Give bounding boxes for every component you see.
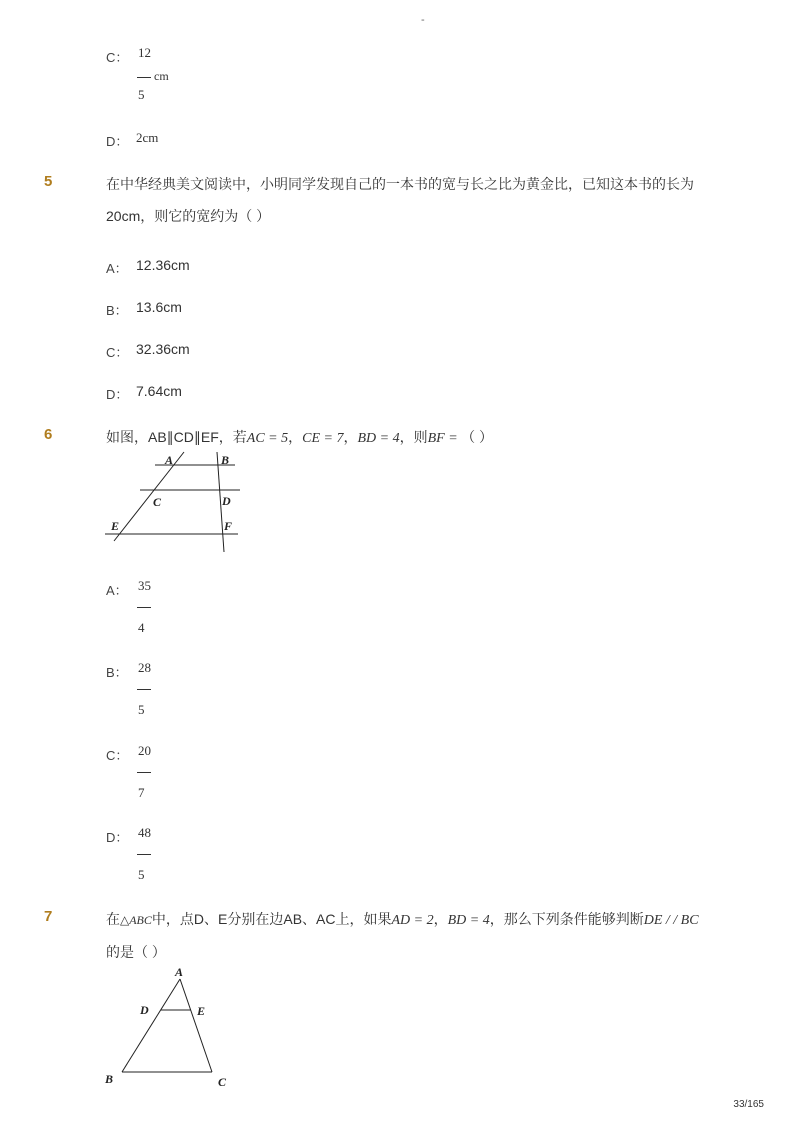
math-expression: AC = 5 <box>246 431 289 446</box>
figure-label: E <box>197 1004 206 1018</box>
option-label: C： <box>106 345 129 360</box>
question-text-line2: 的是（ ） <box>106 944 166 960</box>
question-text <box>106 427 493 447</box>
question-text-part: ，那么下列条件能够判断 <box>489 911 644 927</box>
question-number: 5 <box>44 173 53 190</box>
fraction <box>137 660 167 720</box>
fraction-numerator: 35 <box>138 578 151 593</box>
fraction-bar <box>137 772 151 773</box>
figure-label: D <box>222 494 231 508</box>
question-number: 6 <box>44 426 53 443</box>
question-text <box>106 909 699 929</box>
parallel-lines-figure <box>100 448 245 558</box>
figure-label: E <box>111 519 120 533</box>
figure-label: C <box>218 1075 227 1089</box>
math-expression: AD = 2 <box>391 913 434 928</box>
fraction-denominator: 5 <box>138 867 145 882</box>
option-label: A： <box>106 261 128 276</box>
option-label: D： <box>106 830 129 845</box>
option-text: 2cm <box>136 130 159 145</box>
fraction <box>137 45 187 105</box>
question-text-line2: 20cm，则它的宽约为（ ） <box>106 208 271 224</box>
separator: ， <box>288 429 303 445</box>
fraction-bar <box>137 77 151 78</box>
separator: ， <box>433 911 448 927</box>
fraction-numerator: 20 <box>138 743 151 758</box>
math-expression: BD = 4 <box>447 913 490 928</box>
fraction <box>137 578 167 638</box>
option-label: B： <box>106 665 128 680</box>
figure-label: A <box>175 965 184 979</box>
option-label: C： <box>106 50 129 65</box>
option-label: B： <box>106 303 128 318</box>
fraction-denominator: 4 <box>138 620 145 635</box>
math-expression: BD = 4 <box>357 431 400 446</box>
fraction-numerator: 48 <box>138 825 151 840</box>
figure-label: A <box>165 453 174 467</box>
option-label: D： <box>106 134 129 149</box>
question-text-line1: 在中华经典美文阅读中，小明同学发现自己的一本书的宽与长之比为黄金比，已知这本书的长为 <box>106 176 694 192</box>
option-text: 7.64cm <box>136 383 182 399</box>
figure-label: F <box>224 519 233 533</box>
figure-label: D <box>140 1003 149 1017</box>
fraction-numerator: 12 <box>138 45 151 60</box>
option-text: 12.36cm <box>136 257 190 273</box>
math-expression: CE = 7 <box>302 431 344 446</box>
question-text-part: ，则 <box>399 429 428 445</box>
fraction-denominator: 5 <box>138 87 145 102</box>
fraction-bar <box>137 607 151 608</box>
option-label: A： <box>106 583 128 598</box>
figure-label: B <box>221 453 230 467</box>
question-text-part: （ ） <box>461 429 494 445</box>
question-text-part: 中，点D、E分别在边AB、AC上，如果 <box>151 911 392 927</box>
math-expression: BF = <box>427 431 462 446</box>
side-ac <box>180 979 212 1072</box>
figure-label: C <box>153 495 162 509</box>
fraction-unit: cm <box>154 69 169 83</box>
page-number: 33/165 <box>733 1099 764 1110</box>
separator: ， <box>343 429 358 445</box>
question-text-part: 如图，AB∥CD∥EF，若 <box>106 429 247 445</box>
math-expression: △ABC <box>120 913 152 927</box>
question-number: 7 <box>44 908 53 925</box>
question-text-part: 在 <box>106 911 120 927</box>
transversal-ace <box>114 452 184 541</box>
header-mark: - <box>421 14 425 26</box>
fraction <box>137 743 167 803</box>
fraction-denominator: 5 <box>138 702 145 717</box>
fraction-denominator: 7 <box>138 785 145 800</box>
triangle-figure <box>100 962 240 1092</box>
figure-label: B <box>105 1072 114 1086</box>
option-text: 13.6cm <box>136 299 182 315</box>
math-expression: DE / / BC <box>643 913 699 928</box>
option-label: C： <box>106 748 129 763</box>
side-ab <box>122 979 180 1072</box>
fraction-numerator: 28 <box>138 660 151 675</box>
option-label: D： <box>106 387 129 402</box>
fraction <box>137 825 167 885</box>
fraction-bar <box>137 854 151 855</box>
option-text: 32.36cm <box>136 341 190 357</box>
fraction-bar <box>137 689 151 690</box>
